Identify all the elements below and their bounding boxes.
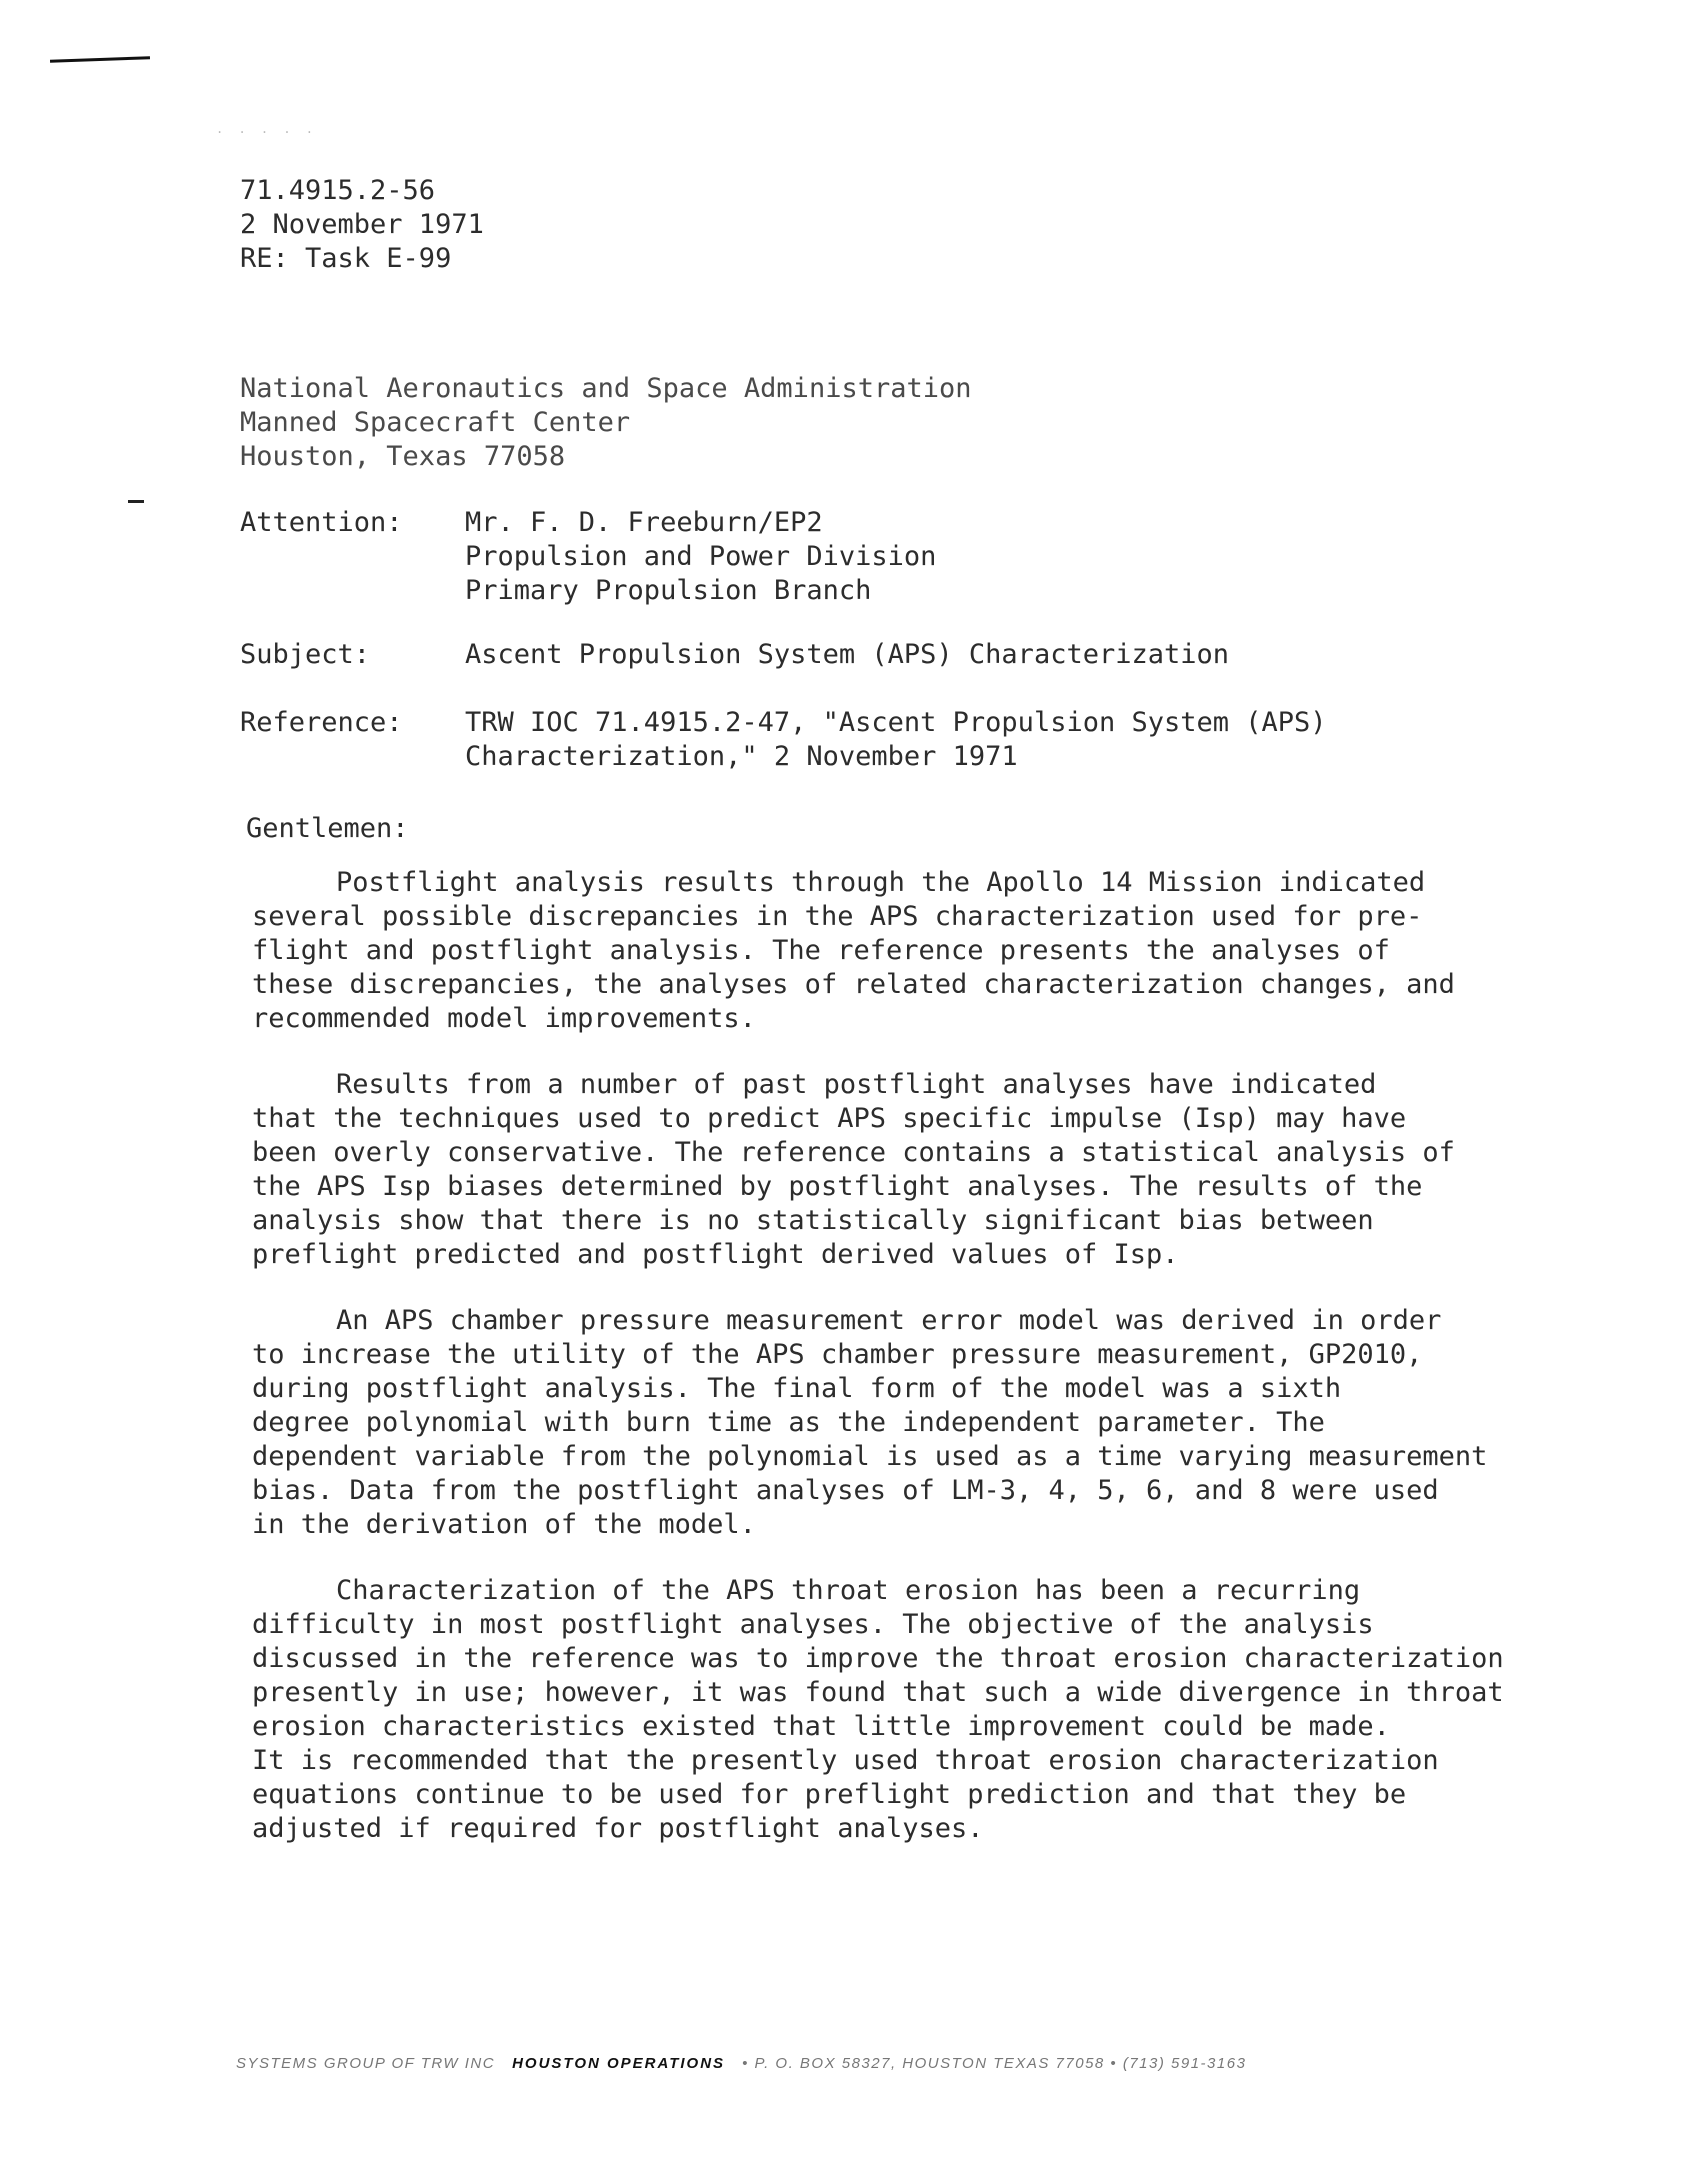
paragraph-line: several possible discrepancies in the APS characterization used for pre- xyxy=(252,901,1423,932)
paragraph-line: during postflight analysis. The final form of the model was a sixth xyxy=(252,1373,1342,1404)
paragraph-line: bias. Data from the postflight analyses of LM-3, 4, 5, 6, and 8 were used xyxy=(252,1475,1439,1506)
paragraph-line: flight and postflight analysis. The reference presents the analyses of xyxy=(252,935,1390,966)
document-number: 71.4915.2-56 xyxy=(240,175,436,206)
paragraph-line: It is recommended that the presently used throat erosion characterization xyxy=(252,1745,1439,1776)
reference-line: TRW IOC 71.4915.2-47, "Ascent Propulsion System (APS) xyxy=(465,707,1327,738)
paragraph-line: that the techniques used to predict APS specific impulse (Isp) may have xyxy=(252,1103,1407,1134)
re-line: RE: Task E-99 xyxy=(240,243,452,274)
paragraph-line: Characterization of the APS throat erosion has been a recurring xyxy=(336,1575,1361,1606)
paragraph-line: the APS Isp biases determined by postflight analyses. The results of the xyxy=(252,1171,1423,1202)
corner-pen-mark xyxy=(50,56,150,62)
footer-company: SYSTEMS GROUP OF TRW INC xyxy=(236,2055,496,2072)
attention-line: Mr. F. D. Freeburn/EP2 xyxy=(465,507,823,538)
paragraph-line: equations continue to be used for preflight prediction and that they be xyxy=(252,1779,1407,1810)
paragraph-line: preflight predicted and postflight derived values of Isp. xyxy=(252,1239,1179,1270)
body-paragraph xyxy=(252,866,1552,1036)
subject-label: Subject: xyxy=(240,639,371,670)
salutation: Gentlemen: xyxy=(246,813,409,844)
addressee-line: National Aeronautics and Space Administration xyxy=(240,373,972,404)
paragraph-line: Results from a number of past postflight analyses have indicated xyxy=(336,1069,1377,1100)
paragraph-line: recommended model improvements. xyxy=(252,1003,756,1034)
reference-label: Reference: xyxy=(240,707,403,738)
paragraph-line: been overly conservative. The reference contains a statistical analysis of xyxy=(252,1137,1455,1168)
reference-value xyxy=(465,706,1327,774)
paragraph-line: adjusted if required for postflight analyses. xyxy=(252,1813,984,1844)
paragraph-line: dependent variable from the polynomial is used as a time varying measurement xyxy=(252,1441,1488,1472)
paragraph-line: in the derivation of the model. xyxy=(252,1509,756,1540)
paragraph-line: degree polynomial with burn time as the independent parameter. The xyxy=(252,1407,1325,1438)
body-paragraph xyxy=(252,1574,1552,1846)
reference-line: Characterization," 2 November 1971 xyxy=(465,741,1018,772)
paragraph-line: Postflight analysis results through the Apollo 14 Mission indicated xyxy=(336,867,1426,898)
subject-value: Ascent Propulsion System (APS) Characterization xyxy=(465,639,1230,670)
paragraph-line: difficulty in most postflight analyses. The objective of the analysis xyxy=(252,1609,1374,1640)
body-paragraph xyxy=(252,1304,1552,1542)
footer-address: • P. O. BOX 58327, HOUSTON TEXAS 77058 • (713) 591-3163 xyxy=(742,2055,1247,2072)
letter-header xyxy=(240,174,484,276)
paragraph-line: discussed in the reference was to improve the throat erosion characterization xyxy=(252,1643,1504,1674)
attention-line: Propulsion and Power Division xyxy=(465,541,937,572)
attention-label: Attention: xyxy=(240,507,403,538)
addressee-line: Houston, Texas 77058 xyxy=(240,441,566,472)
addressee-line: Manned Spacecraft Center xyxy=(240,407,631,438)
body-paragraph xyxy=(252,1068,1552,1272)
addressee-block xyxy=(240,372,972,474)
faint-stamp-marks: . . . . . xyxy=(216,122,318,136)
margin-tick-mark xyxy=(128,500,144,503)
letterhead-footer xyxy=(236,2055,1246,2072)
attention-value xyxy=(465,506,936,608)
paragraph-line: these discrepancies, the analyses of related characterization changes, and xyxy=(252,969,1455,1000)
paragraph-line: presently in use; however, it was found that such a wide divergence in throat xyxy=(252,1677,1504,1708)
footer-division: HOUSTON OPERATIONS xyxy=(512,2055,726,2072)
attention-line: Primary Propulsion Branch xyxy=(465,575,872,606)
paragraph-line: analysis show that there is no statistically significant bias between xyxy=(252,1205,1374,1236)
paragraph-line: erosion characteristics existed that little improvement could be made. xyxy=(252,1711,1390,1742)
paragraph-line: An APS chamber pressure measurement error model was derived in order xyxy=(336,1305,1442,1336)
letter-date: 2 November 1971 xyxy=(240,209,484,240)
paragraph-line: to increase the utility of the APS chamber pressure measurement, GP2010, xyxy=(252,1339,1423,1370)
